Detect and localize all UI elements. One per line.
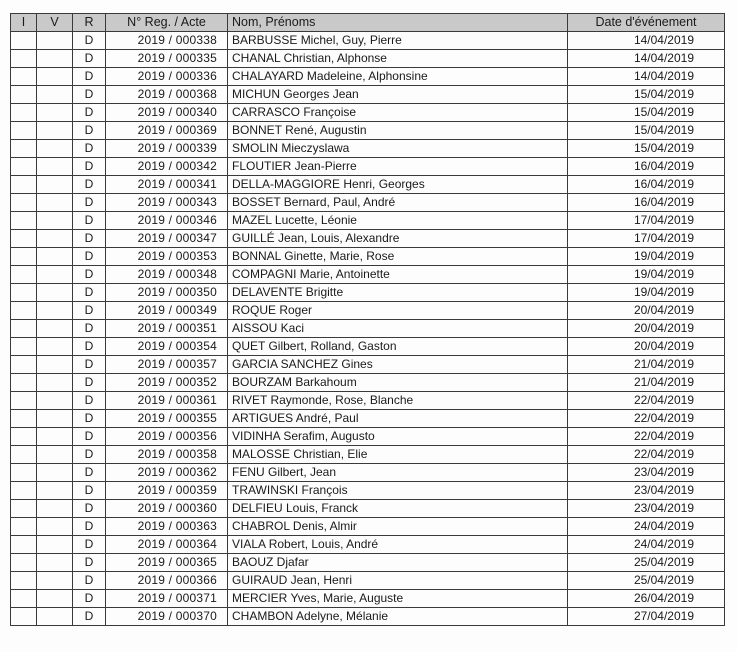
cell-i [11, 590, 37, 608]
cell-event-date: 15/04/2019 [568, 86, 725, 104]
cell-r: D [73, 32, 106, 50]
cell-v [37, 338, 73, 356]
cell-r: D [73, 356, 106, 374]
cell-name: FLOUTIER Jean-Pierre [228, 158, 568, 176]
cell-name: MICHUN Georges Jean [228, 86, 568, 104]
cell-r: D [73, 140, 106, 158]
cell-i [11, 32, 37, 50]
cell-reg-number: 2019 / 000343 [106, 194, 228, 212]
table-row [11, 572, 725, 590]
cell-event-date: 17/04/2019 [568, 230, 725, 248]
cell-i [11, 302, 37, 320]
cell-reg-number: 2019 / 000346 [106, 212, 228, 230]
cell-event-date: 20/04/2019 [568, 320, 725, 338]
cell-event-date: 22/04/2019 [568, 446, 725, 464]
cell-r: D [73, 446, 106, 464]
table-row [11, 446, 725, 464]
cell-event-date: 21/04/2019 [568, 356, 725, 374]
table-body [11, 32, 725, 626]
cell-r: D [73, 122, 106, 140]
cell-reg-number: 2019 / 000336 [106, 68, 228, 86]
cell-event-date: 16/04/2019 [568, 158, 725, 176]
table-row [11, 608, 725, 626]
cell-name: MERCIER Yves, Marie, Auguste [228, 590, 568, 608]
cell-event-date: 16/04/2019 [568, 194, 725, 212]
cell-r: D [73, 410, 106, 428]
cell-reg-number: 2019 / 000339 [106, 140, 228, 158]
table-row [11, 554, 725, 572]
cell-reg-number: 2019 / 000368 [106, 86, 228, 104]
cell-i [11, 464, 37, 482]
cell-reg-number: 2019 / 000365 [106, 554, 228, 572]
cell-r: D [73, 482, 106, 500]
cell-v [37, 482, 73, 500]
cell-event-date: 24/04/2019 [568, 518, 725, 536]
cell-name: RIVET Raymonde, Rose, Blanche [228, 392, 568, 410]
table-row [11, 338, 725, 356]
cell-i [11, 536, 37, 554]
cell-event-date: 15/04/2019 [568, 140, 725, 158]
cell-reg-number: 2019 / 000335 [106, 50, 228, 68]
cell-name: SMOLIN Mieczyslawa [228, 140, 568, 158]
cell-v [37, 284, 73, 302]
cell-reg-number: 2019 / 000340 [106, 104, 228, 122]
cell-name: GUIRAUD Jean, Henri [228, 572, 568, 590]
cell-i [11, 176, 37, 194]
cell-v [37, 230, 73, 248]
table-row [11, 356, 725, 374]
cell-reg-number: 2019 / 000341 [106, 176, 228, 194]
cell-r: D [73, 68, 106, 86]
cell-v [37, 554, 73, 572]
cell-name: BONNET René, Augustin [228, 122, 568, 140]
cell-r: D [73, 608, 106, 626]
cell-i [11, 284, 37, 302]
cell-event-date: 23/04/2019 [568, 482, 725, 500]
cell-i [11, 554, 37, 572]
cell-r: D [73, 590, 106, 608]
table-row [11, 374, 725, 392]
cell-name: GARCIA SANCHEZ Gines [228, 356, 568, 374]
cell-event-date: 20/04/2019 [568, 302, 725, 320]
cell-i [11, 266, 37, 284]
cell-v [37, 608, 73, 626]
cell-r: D [73, 554, 106, 572]
cell-i [11, 158, 37, 176]
cell-reg-number: 2019 / 000360 [106, 500, 228, 518]
table-row [11, 320, 725, 338]
cell-name: BAOUZ Djafar [228, 554, 568, 572]
table-row [11, 428, 725, 446]
column-header-r: R [73, 14, 106, 32]
cell-i [11, 572, 37, 590]
table-row [11, 86, 725, 104]
cell-reg-number: 2019 / 000364 [106, 536, 228, 554]
cell-reg-number: 2019 / 000366 [106, 572, 228, 590]
cell-name: FENU Gilbert, Jean [228, 464, 568, 482]
cell-i [11, 230, 37, 248]
cell-r: D [73, 194, 106, 212]
cell-event-date: 19/04/2019 [568, 248, 725, 266]
table-row [11, 32, 725, 50]
cell-event-date: 25/04/2019 [568, 554, 725, 572]
cell-r: D [73, 50, 106, 68]
cell-event-date: 21/04/2019 [568, 374, 725, 392]
cell-reg-number: 2019 / 000349 [106, 302, 228, 320]
cell-r: D [73, 572, 106, 590]
cell-name: BOURZAM Barkahoum [228, 374, 568, 392]
cell-r: D [73, 158, 106, 176]
cell-name: GUILLÉ Jean, Louis, Alexandre [228, 230, 568, 248]
cell-r: D [73, 338, 106, 356]
cell-v [37, 104, 73, 122]
cell-i [11, 104, 37, 122]
cell-r: D [73, 248, 106, 266]
cell-i [11, 608, 37, 626]
cell-v [37, 122, 73, 140]
cell-r: D [73, 518, 106, 536]
cell-event-date: 27/04/2019 [568, 608, 725, 626]
cell-name: BARBUSSE Michel, Guy, Pierre [228, 32, 568, 50]
cell-r: D [73, 536, 106, 554]
table-row [11, 500, 725, 518]
cell-i [11, 482, 37, 500]
cell-reg-number: 2019 / 000358 [106, 446, 228, 464]
cell-reg-number: 2019 / 000369 [106, 122, 228, 140]
cell-event-date: 19/04/2019 [568, 266, 725, 284]
cell-name: DELAVENTE Brigitte [228, 284, 568, 302]
cell-name: CHAMBON Adelyne, Mélanie [228, 608, 568, 626]
cell-v [37, 428, 73, 446]
cell-v [37, 518, 73, 536]
cell-reg-number: 2019 / 000347 [106, 230, 228, 248]
table-row [11, 536, 725, 554]
table-row [11, 140, 725, 158]
cell-i [11, 50, 37, 68]
table-row [11, 284, 725, 302]
cell-reg-number: 2019 / 000355 [106, 410, 228, 428]
cell-v [37, 464, 73, 482]
column-header-reg: N° Reg. / Acte [106, 14, 228, 32]
cell-v [37, 194, 73, 212]
cell-r: D [73, 86, 106, 104]
cell-v [37, 356, 73, 374]
cell-name: ARTIGUES André, Paul [228, 410, 568, 428]
cell-name: BOSSET Bernard, Paul, André [228, 194, 568, 212]
cell-r: D [73, 464, 106, 482]
cell-i [11, 500, 37, 518]
table-row [11, 464, 725, 482]
cell-reg-number: 2019 / 000362 [106, 464, 228, 482]
table-row [11, 50, 725, 68]
cell-reg-number: 2019 / 000348 [106, 266, 228, 284]
cell-v [37, 392, 73, 410]
cell-i [11, 140, 37, 158]
cell-event-date: 22/04/2019 [568, 392, 725, 410]
cell-v [37, 410, 73, 428]
column-header-v: V [37, 14, 73, 32]
table-row [11, 230, 725, 248]
cell-v [37, 68, 73, 86]
cell-name: CHALAYARD Madeleine, Alphonsine [228, 68, 568, 86]
cell-v [37, 500, 73, 518]
cell-reg-number: 2019 / 000371 [106, 590, 228, 608]
cell-reg-number: 2019 / 000353 [106, 248, 228, 266]
cell-name: ROQUE Roger [228, 302, 568, 320]
table-row [11, 212, 725, 230]
table-row [11, 482, 725, 500]
table-row [11, 158, 725, 176]
table-row [11, 392, 725, 410]
cell-name: VIALA Robert, Louis, André [228, 536, 568, 554]
cell-i [11, 410, 37, 428]
cell-i [11, 392, 37, 410]
cell-v [37, 86, 73, 104]
table-header-row [11, 14, 725, 32]
cell-v [37, 266, 73, 284]
cell-name: DELFIEU Louis, Franck [228, 500, 568, 518]
cell-v [37, 572, 73, 590]
cell-i [11, 122, 37, 140]
cell-r: D [73, 428, 106, 446]
cell-event-date: 16/04/2019 [568, 176, 725, 194]
cell-v [37, 176, 73, 194]
cell-i [11, 374, 37, 392]
cell-name: MALOSSE Christian, Elie [228, 446, 568, 464]
cell-v [37, 248, 73, 266]
cell-i [11, 356, 37, 374]
cell-name: TRAWINSKI François [228, 482, 568, 500]
table-row [11, 410, 725, 428]
cell-v [37, 212, 73, 230]
cell-name: DELLA-MAGGIORE Henri, Georges [228, 176, 568, 194]
cell-name: BONNAL Ginette, Marie, Rose [228, 248, 568, 266]
table-row [11, 176, 725, 194]
cell-r: D [73, 104, 106, 122]
cell-v [37, 158, 73, 176]
cell-i [11, 212, 37, 230]
table-row [11, 248, 725, 266]
cell-i [11, 86, 37, 104]
cell-i [11, 338, 37, 356]
cell-v [37, 32, 73, 50]
cell-reg-number: 2019 / 000351 [106, 320, 228, 338]
cell-reg-number: 2019 / 000363 [106, 518, 228, 536]
cell-event-date: 24/04/2019 [568, 536, 725, 554]
cell-v [37, 50, 73, 68]
cell-name: CHABROL Denis, Almir [228, 518, 568, 536]
cell-i [11, 446, 37, 464]
cell-i [11, 518, 37, 536]
cell-event-date: 14/04/2019 [568, 50, 725, 68]
cell-i [11, 68, 37, 86]
cell-r: D [73, 230, 106, 248]
cell-i [11, 428, 37, 446]
cell-i [11, 320, 37, 338]
cell-event-date: 22/04/2019 [568, 428, 725, 446]
table-row [11, 302, 725, 320]
cell-event-date: 19/04/2019 [568, 284, 725, 302]
cell-v [37, 446, 73, 464]
cell-i [11, 194, 37, 212]
cell-r: D [73, 212, 106, 230]
cell-event-date: 22/04/2019 [568, 410, 725, 428]
column-header-i: I [11, 14, 37, 32]
cell-name: AISSOU Kaci [228, 320, 568, 338]
cell-event-date: 20/04/2019 [568, 338, 725, 356]
cell-reg-number: 2019 / 000356 [106, 428, 228, 446]
cell-r: D [73, 176, 106, 194]
cell-name: QUET Gilbert, Rolland, Gaston [228, 338, 568, 356]
cell-event-date: 23/04/2019 [568, 500, 725, 518]
cell-r: D [73, 266, 106, 284]
death-register-table [10, 13, 725, 626]
column-header-date: Date d'événement [568, 14, 725, 32]
cell-v [37, 302, 73, 320]
cell-name: CARRASCO Françoise [228, 104, 568, 122]
table-row [11, 266, 725, 284]
cell-v [37, 374, 73, 392]
cell-name: MAZEL Lucette, Léonie [228, 212, 568, 230]
table-row [11, 590, 725, 608]
table-row [11, 194, 725, 212]
cell-event-date: 14/04/2019 [568, 32, 725, 50]
cell-event-date: 23/04/2019 [568, 464, 725, 482]
cell-event-date: 15/04/2019 [568, 122, 725, 140]
cell-event-date: 14/04/2019 [568, 68, 725, 86]
cell-reg-number: 2019 / 000357 [106, 356, 228, 374]
cell-v [37, 140, 73, 158]
cell-name: COMPAGNI Marie, Antoinette [228, 266, 568, 284]
cell-reg-number: 2019 / 000350 [106, 284, 228, 302]
cell-reg-number: 2019 / 000338 [106, 32, 228, 50]
cell-event-date: 17/04/2019 [568, 212, 725, 230]
cell-r: D [73, 392, 106, 410]
cell-r: D [73, 320, 106, 338]
cell-reg-number: 2019 / 000352 [106, 374, 228, 392]
cell-r: D [73, 374, 106, 392]
table-row [11, 518, 725, 536]
cell-reg-number: 2019 / 000359 [106, 482, 228, 500]
cell-reg-number: 2019 / 000342 [106, 158, 228, 176]
cell-r: D [73, 500, 106, 518]
table-row [11, 104, 725, 122]
cell-reg-number: 2019 / 000370 [106, 608, 228, 626]
cell-event-date: 25/04/2019 [568, 572, 725, 590]
table-row [11, 68, 725, 86]
cell-event-date: 15/04/2019 [568, 104, 725, 122]
cell-name: VIDINHA Serafim, Augusto [228, 428, 568, 446]
cell-reg-number: 2019 / 000361 [106, 392, 228, 410]
column-header-name: Nom, Prénoms [228, 14, 568, 32]
cell-v [37, 536, 73, 554]
cell-v [37, 320, 73, 338]
cell-r: D [73, 284, 106, 302]
cell-event-date: 26/04/2019 [568, 590, 725, 608]
table-row [11, 122, 725, 140]
cell-v [37, 590, 73, 608]
cell-name: CHANAL Christian, Alphonse [228, 50, 568, 68]
cell-r: D [73, 302, 106, 320]
cell-reg-number: 2019 / 000354 [106, 338, 228, 356]
cell-i [11, 248, 37, 266]
